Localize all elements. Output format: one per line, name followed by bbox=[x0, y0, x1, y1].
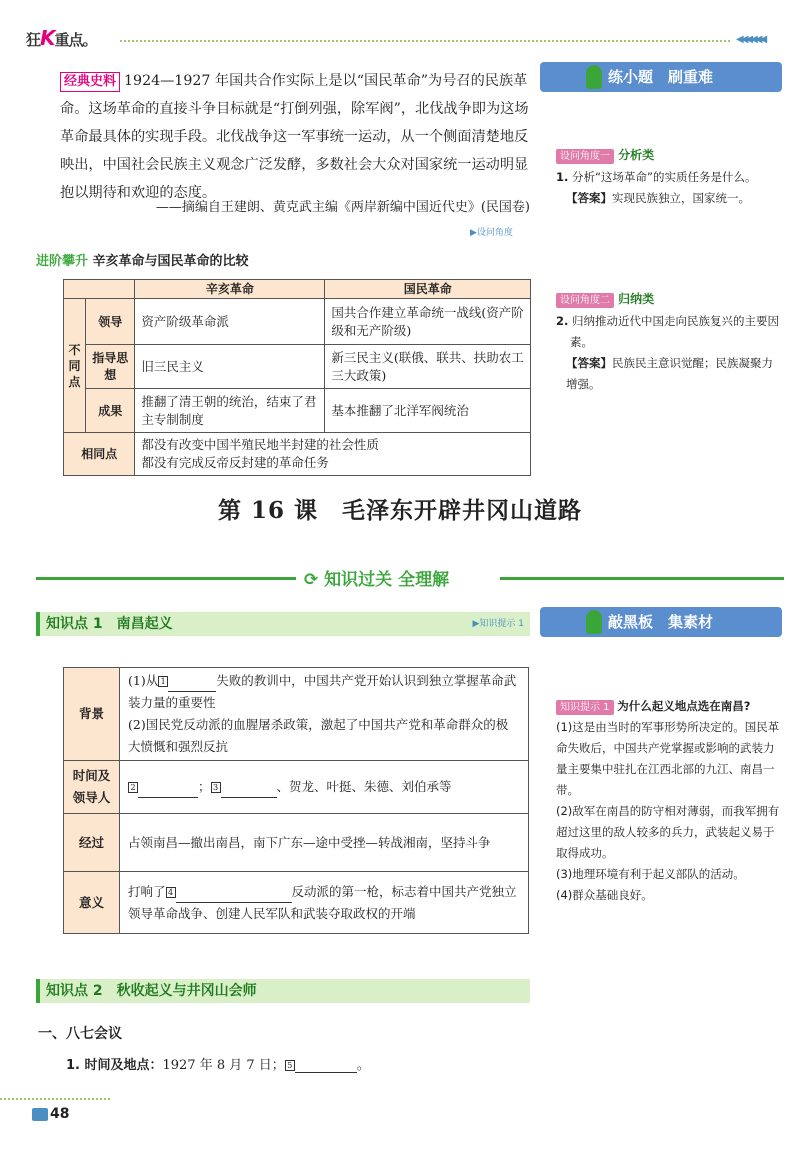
table-row bbox=[64, 872, 529, 934]
table-row bbox=[64, 345, 531, 389]
row-label: 指导思想 bbox=[86, 345, 135, 389]
cell-national: 基本推翻了北洋军阀统治 bbox=[325, 389, 531, 433]
quote-source: ——摘编自王建朗、黄克武主编《两岸新编中国近代史》(民国卷) bbox=[155, 200, 530, 215]
student-icon bbox=[586, 65, 602, 89]
same-text-1: 都没有改变中国半殖民地半封建的社会性质 bbox=[141, 437, 379, 452]
book-icon bbox=[32, 1108, 48, 1121]
blackboard-banner bbox=[540, 607, 782, 637]
knowledge-point-1-bar bbox=[36, 612, 530, 636]
background-item-2: (2)国民党反动派的血腥屠杀政策，激起了中国共产党和革命群众的极大愤慨和强烈反抗 bbox=[128, 717, 509, 754]
question-angle-1 bbox=[556, 146, 782, 209]
question-angle-link[interactable]: ▶设问角度 bbox=[470, 228, 513, 238]
course-cell: 占领南昌—撤出南昌，南下广东—途中受挫—转战湘南，坚持斗争 bbox=[120, 814, 529, 872]
a2-label: 【答案】 bbox=[566, 356, 612, 370]
footer-dotted-line bbox=[0, 1098, 110, 1100]
row-label: 领导 bbox=[86, 299, 135, 345]
table-row bbox=[64, 668, 529, 761]
a1-label: 【答案】 bbox=[566, 191, 612, 205]
blank-number-3: 3 bbox=[211, 782, 221, 793]
knowledge-point-2-title: 知识点 2 秋收起义与井冈山会师 bbox=[46, 983, 257, 999]
quote-text: 1924—1927 年国共合作实际上是以“国民革命”为号召的民族革命。这场革命的直接斗争目标就是“打倒列强，除军阀”，北伐战争即为这场革命最具体的实现手段。北伐战争这一军事统一运动，从一个侧面清楚地反映出，中国社会民族主义观念广泛发酵，多数社会大众对国家统一运动明显抱以期待和欢迎的态度。 bbox=[60, 73, 529, 201]
hint-point-4: (4)群众基础良好。 bbox=[556, 888, 653, 902]
row-label: 经过 bbox=[64, 814, 120, 872]
bg1-post: 失败的教训中，中国共产党开始认识到独立掌握革命武装力量的重要性 bbox=[128, 673, 517, 710]
cell-national: 国共合作建立革命统一战线(资产阶级和无产阶级) bbox=[325, 299, 531, 345]
blank-line-5[interactable] bbox=[295, 1072, 357, 1073]
hint-point-3: (3)地理环境有利于起义部队的活动。 bbox=[556, 867, 745, 881]
table-header-national: 国民革命 bbox=[325, 280, 531, 299]
a2-text: 民族民主意识觉醒；民族凝聚力增强。 bbox=[566, 356, 773, 391]
brand-text-pre: 狂 bbox=[26, 31, 41, 49]
q2-num: 2. bbox=[556, 314, 569, 328]
advanced-heading bbox=[36, 250, 249, 269]
row-label: 背景 bbox=[64, 668, 120, 761]
angle-1-type: 分析类 bbox=[618, 148, 655, 162]
blank-line-4[interactable] bbox=[176, 902, 292, 903]
comparison-table bbox=[63, 279, 531, 476]
question-1 bbox=[66, 1054, 370, 1073]
table-header-xinhai: 辛亥革命 bbox=[135, 280, 325, 299]
table-row bbox=[64, 761, 529, 814]
blank-line-2[interactable] bbox=[138, 797, 198, 798]
question-1-text bbox=[556, 167, 782, 188]
table-row bbox=[64, 389, 531, 433]
brand-text-post: 重点。 bbox=[54, 31, 97, 49]
quote-tag: 经典史料 bbox=[60, 72, 120, 92]
time-sep: ； bbox=[198, 779, 211, 794]
row-label: 意义 bbox=[64, 872, 120, 934]
background-cell bbox=[120, 668, 529, 761]
blank-number-4: 4 bbox=[166, 887, 176, 898]
bg1-pre: (1)从 bbox=[128, 673, 159, 688]
time-post: 、贺龙、叶挺、朱德、刘伯承等 bbox=[276, 779, 452, 794]
knowledge-point-1-title: 知识点 1 南昌起义 bbox=[46, 616, 173, 632]
angle-2-tag: 设问角度二 bbox=[556, 293, 614, 308]
q1-text: 1927 年 8 月 7 日； bbox=[162, 1058, 285, 1073]
table-header-row bbox=[64, 280, 531, 299]
blank-number-2: 2 bbox=[128, 782, 138, 793]
section-title-text: 知识过关 全理解 bbox=[324, 570, 450, 590]
same-cell bbox=[135, 433, 531, 476]
time-cell bbox=[120, 761, 529, 814]
refresh-icon: ⟳ bbox=[304, 570, 319, 590]
subsection-heading: 一、八七会议 bbox=[38, 1026, 122, 1042]
question-angle-2 bbox=[556, 290, 782, 395]
a1-text: 实现民族独立，国家统一。 bbox=[612, 191, 750, 205]
q1-end: 。 bbox=[356, 1058, 370, 1073]
advanced-label: 进阶攀升 bbox=[36, 254, 89, 269]
practice-banner-text: 练小题 刷重难 bbox=[608, 68, 714, 86]
row-label: 成果 bbox=[86, 389, 135, 433]
blank-number-1: 1 bbox=[158, 676, 168, 687]
cell-xinhai: 推翻了清王朝的统治，结束了君主专制制度 bbox=[135, 389, 325, 433]
section-line-right bbox=[500, 577, 784, 580]
angle-2-type: 归纳类 bbox=[618, 292, 655, 306]
q2-body: 归纳推动近代中国走向民族复兴的主要因素。 bbox=[570, 314, 780, 349]
q1-label: 1. 时间及地点： bbox=[66, 1058, 163, 1073]
brand-k: K bbox=[40, 26, 55, 50]
hint-point-2: (2)敌军在南昌的防守相对薄弱，而我军拥有超过这里的敌人较多的兵力，武装起义易于取得成功。 bbox=[556, 804, 780, 860]
page-number bbox=[32, 1106, 69, 1122]
header-dotted-line bbox=[120, 40, 730, 42]
q1-num: 1. bbox=[556, 170, 569, 184]
knowledge-hint-link[interactable]: ▶知识提示 1 bbox=[472, 619, 524, 629]
teacher-icon bbox=[586, 610, 602, 634]
row-label: 时间及领导人 bbox=[64, 761, 120, 814]
sig-pre: 打响了 bbox=[128, 883, 166, 899]
hint-question-text: 为什么起义地点选在南昌? bbox=[617, 699, 751, 713]
section-title bbox=[296, 565, 457, 590]
question-2-text bbox=[556, 311, 782, 353]
table-row bbox=[64, 433, 531, 476]
q1-body: 分析“这场革命”的实质任务是什么。 bbox=[572, 170, 757, 184]
page-number-text: 48 bbox=[50, 1106, 70, 1122]
blank-number-5: 5 bbox=[285, 1060, 295, 1071]
nanchang-table bbox=[63, 667, 529, 934]
hint-question bbox=[556, 696, 782, 717]
blank-line-3[interactable] bbox=[221, 797, 277, 798]
knowledge-hint-1 bbox=[556, 696, 782, 906]
same-label: 相同点 bbox=[64, 433, 135, 476]
hint-point-1: (1)这是由当时的军事形势所决定的。国民革命失败后，中国共产党掌握或影响的武装力量主要集中驻扎在江西北部的九江、南昌一带。 bbox=[556, 720, 780, 797]
practice-banner bbox=[540, 62, 782, 92]
sig-post: 反动派的第一枪，标志着中国共产党独立领导革命战争、创建人民军队和武装夺取政权的开端 bbox=[128, 883, 517, 921]
hint-tag: 知识提示 1 bbox=[556, 700, 614, 715]
angle-1-tag: 设问角度一 bbox=[556, 149, 614, 164]
knowledge-point-2-bar bbox=[36, 979, 530, 1003]
cell-xinhai: 资产阶级革命派 bbox=[135, 299, 325, 345]
table-corner-cell bbox=[64, 280, 135, 299]
section-line-left bbox=[36, 577, 298, 580]
historical-quote bbox=[60, 67, 530, 207]
advanced-title: 辛亥革命与国民革命的比较 bbox=[92, 254, 249, 269]
blackboard-banner-text: 敲黑板 集素材 bbox=[608, 613, 714, 631]
answer-2 bbox=[556, 353, 782, 395]
table-row bbox=[64, 814, 529, 872]
lesson-title: 第 16 课 毛泽东开辟井冈山道路 bbox=[217, 497, 583, 524]
blank-line-1[interactable] bbox=[168, 691, 216, 692]
same-text-2: 都没有完成反帝反封建的革命任务 bbox=[141, 455, 329, 470]
background-item-1 bbox=[128, 670, 520, 714]
cell-xinhai: 旧三民主义 bbox=[135, 345, 325, 389]
brand-logo bbox=[26, 26, 97, 50]
table-row bbox=[64, 299, 531, 345]
header-arrows-icon: ◀◀◀◀◀◀ bbox=[736, 34, 765, 45]
group-label-diff: 不同点 bbox=[64, 299, 86, 433]
cell-national: 新三民主义(联俄、联共、扶助农工三大政策) bbox=[325, 345, 531, 389]
answer-1 bbox=[556, 188, 782, 209]
significance-cell bbox=[120, 872, 529, 934]
